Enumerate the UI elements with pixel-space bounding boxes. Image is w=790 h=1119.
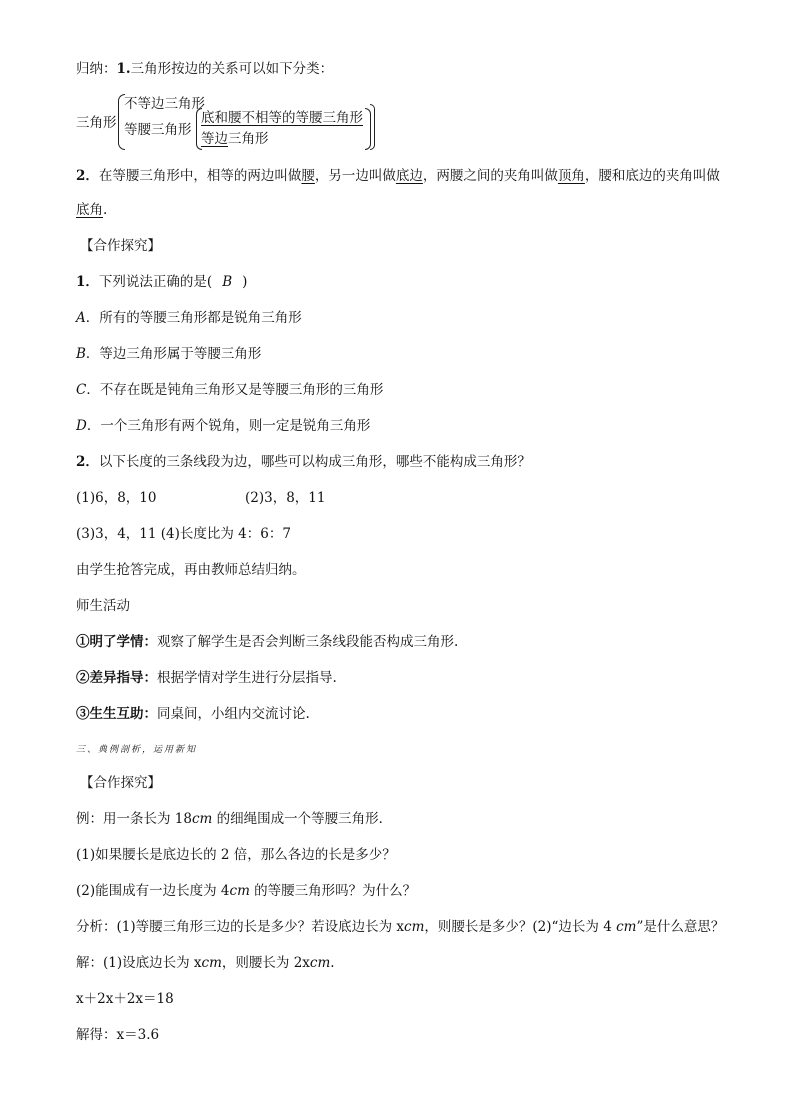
analysis-b: ，则腰长是多少？(2)“边长为 4 [424,919,617,935]
equation-1: x＋2x＋2x＝18 [76,991,174,1007]
q2-stem: 以下长度的三条线段为边，哪些可以构成三角形，哪些不能构成三角形？ [98,454,531,470]
point-2-t5: . [103,202,108,218]
tree-branch-1: 不等边三角形 [124,96,205,112]
tree-leaf-1: 底和腰不相等的等腰三角形 [201,110,363,126]
summary-title [76,60,333,78]
option-text: ．不存在既是钝角三角形又是等腰三角形的三角形 [86,382,384,398]
tree-branch-2: 等腰三角形 [124,122,192,138]
solution-b: ，则腰长为 2x [221,955,310,971]
question-1 [76,273,247,291]
tree-leaf-2-rest: 三角形 [228,131,269,147]
example-analysis [76,918,724,936]
term-apex-angle: 顶角 [557,168,585,184]
activity-title: 师生活动 [76,598,130,614]
activity-text: 观察了解学生是否会判断三条线段能否构成三角形. [157,634,459,650]
activity-item-2 [76,669,337,687]
example-intro [76,810,392,828]
term-waist: 腰 [301,168,315,184]
unit-cm: cm [404,919,425,935]
equation-2: 解得：x＝3.6 [76,1027,160,1043]
point-2-t2: ，另一边叫做 [314,168,396,184]
analysis-c: ”是什么意思？ [636,919,725,935]
summary-num: 1. [116,61,131,77]
example-part-2 [76,882,416,900]
q2-num: 2． [76,454,99,470]
example-p2-a: (2)能围成有一边长度为 4 [76,883,230,899]
q1-option-b [76,345,261,363]
q1-option-a [76,309,302,327]
section-heading-1: 【合作探究】 [80,238,161,254]
activity-item-1 [76,633,458,651]
point-2-line-2 [76,201,107,219]
option-letter: C [76,382,87,398]
example-intro-a: 例：用一条长为 18 [76,811,192,827]
unit-cm: cm [616,919,637,935]
example-solution [76,954,335,972]
q1-num: 1． [76,274,99,290]
solution-a: 解：(1)设底边长为 x [76,955,202,971]
activity-lead: ②差异指导： [76,670,157,686]
tree-root: 三角形 [76,115,117,131]
unit-cm: cm [309,955,331,971]
q2-items-3-4: (3)3，4，11 (4)长度比为 4：6：7 [76,526,291,542]
point-2-line-1 [76,167,720,185]
term-base: 底边 [395,168,423,184]
activity-lead: ③生生互助： [76,706,157,722]
q1-answer: B [222,274,233,290]
summary-prefix: 归纳： [76,61,117,77]
tree-leaf-2 [201,127,269,147]
solution-c: . [330,955,335,971]
activity-item-3 [76,705,310,723]
example-p2-b: 的等腰三角形吗？为什么？ [249,883,417,899]
teacher-note: 由学生抢答完成，再由教师总结归纳。 [76,562,306,578]
point-2-num: 2． [76,168,99,184]
outer-brace-right [370,104,375,150]
section-heading-2: 【合作探究】 [80,775,161,791]
option-letter: A [76,310,86,326]
section-heading-3: 三、典例剖析，运用新知 [76,745,198,755]
point-2-t4: ，腰和底边的夹角叫做 [584,168,720,184]
q2-item-1: (1)6，8，10 [76,490,157,506]
summary-text: 三角形按边的关系可以如下分类： [130,61,334,77]
option-letter: D [76,418,87,434]
question-2 [76,453,531,471]
unit-cm: cm [229,883,250,899]
unit-cm: cm [201,955,222,971]
term-base-angle: 底角 [76,202,103,218]
option-text: ．等边三角形属于等腰三角形 [85,346,262,362]
activity-text: 同桌间，小组内交流讨论. [157,706,310,722]
q2-item-2: (2)3，8，11 [245,490,326,506]
point-2-t1: 在等腰三角形中，相等的两边叫做 [98,168,302,184]
q1-option-d [76,417,370,435]
q1-stem: 下列说法正确的是( [98,274,213,290]
example-part-1: (1)如果腰长是底边长的 2 倍，那么各边的长是多少？ [76,847,396,863]
point-2-t3: ，两腰之间的夹角叫做 [422,168,558,184]
option-text: ．所有的等腰三角形都是锐角三角形 [85,310,302,326]
tree-leaf-2-underlined: 等边 [201,131,228,147]
example-intro-b: 的细绳围成一个等腰三角形． [212,811,393,827]
option-text: ．一个三角形有两个锐角，则一定是锐角三角形 [86,418,371,434]
option-letter: B [76,346,86,362]
activity-lead: ①明了学情： [76,634,157,650]
q1-option-c [76,381,383,399]
unit-cm: cm [191,811,213,827]
analysis-a: 分析：(1)等腰三角形三边的长是多少？若设底边长为 x [76,919,405,935]
q1-close: ) [242,274,248,290]
activity-text: 根据学情对学生进行分层指导. [157,670,337,686]
